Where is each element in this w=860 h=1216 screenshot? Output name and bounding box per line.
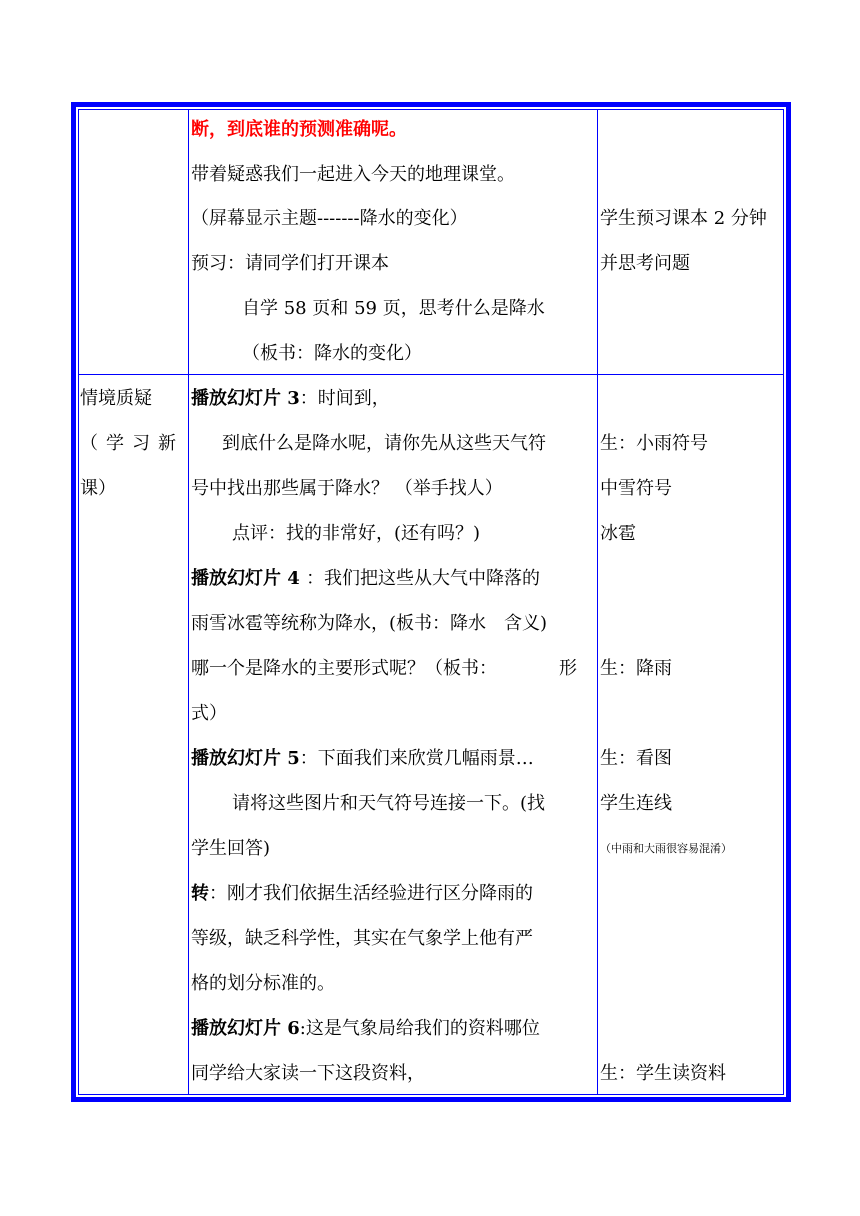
content-line: 播放幻灯片 4 ：我们把这些从大气中降落的 — [191, 568, 541, 589]
column-divider-2 — [597, 110, 598, 1094]
stage-label: 课） — [80, 478, 116, 499]
content-line: 等级，缺乏科学性，其实在气象学上他有严 — [191, 928, 533, 949]
student-activity-line: 学生预习课本 2 分钟 — [600, 208, 767, 229]
student-activity-line: 生：看图 — [600, 748, 672, 769]
content-line: 请将这些图片和天气符号连接一下。(找 — [232, 793, 546, 814]
content-line: 哪一个是降水的主要形式呢？（板书： 形 — [191, 658, 577, 679]
content-line: 自学 58 页和 59 页，思考什么是降水 — [242, 298, 545, 319]
content-line: 播放幻灯片 6:这是气象局给我们的资料哪位 — [191, 1018, 540, 1039]
student-activity-note: （中雨和大雨很容易混淆） — [600, 842, 732, 855]
content-line: 学生回答) — [191, 838, 271, 859]
student-activity-line: 中雪符号 — [600, 478, 672, 499]
student-activity-line: 生：学生读资料 — [600, 1063, 726, 1084]
student-activity-line: 生：降雨 — [600, 658, 672, 679]
content-line: 转：刚才我们依据生活经验进行区分降雨的 — [191, 883, 533, 904]
content-line: 号中找出那些属于降水？ （举手找人） — [191, 478, 503, 499]
content-line: 到底什么是降水呢，请你先从这些天气符 — [222, 433, 546, 454]
student-activity-line: 学生连线 — [600, 793, 672, 814]
content-line: （板书：降水的变化） — [242, 343, 422, 364]
row-divider — [79, 374, 783, 375]
column-divider-1 — [188, 110, 189, 1094]
stage-label: （ 学 习 新 — [80, 433, 176, 454]
content-line: 雨雪冰雹等统称为降水，(板书：降水 含义) — [191, 613, 548, 634]
content-line: 播放幻灯片 5：下面我们来欣赏几幅雨景… — [191, 748, 534, 769]
content-line: 式） — [191, 703, 227, 724]
student-activity-line: 冰雹 — [600, 523, 636, 544]
content-line: （屏幕显示主题-------降水的变化） — [191, 208, 468, 229]
stage-label: 情境质疑 — [80, 388, 152, 409]
content-line: 播放幻灯片 3：时间到， — [191, 388, 390, 409]
content-line: 带着疑惑我们一起进入今天的地理课堂。 — [191, 164, 515, 185]
content-line: 同学给大家读一下这段资料， — [191, 1063, 425, 1084]
content-line: 格的划分标准的。 — [191, 973, 335, 994]
student-activity-line: 并思考问题 — [600, 253, 690, 274]
student-activity-line: 生：小雨符号 — [600, 433, 708, 454]
content-line: 点评：找的非常好，(还有吗？) — [232, 523, 481, 544]
content-line: 断，到底谁的预测准确呢。 — [191, 119, 407, 140]
content-line: 预习：请同学们打开课本 — [191, 253, 389, 274]
